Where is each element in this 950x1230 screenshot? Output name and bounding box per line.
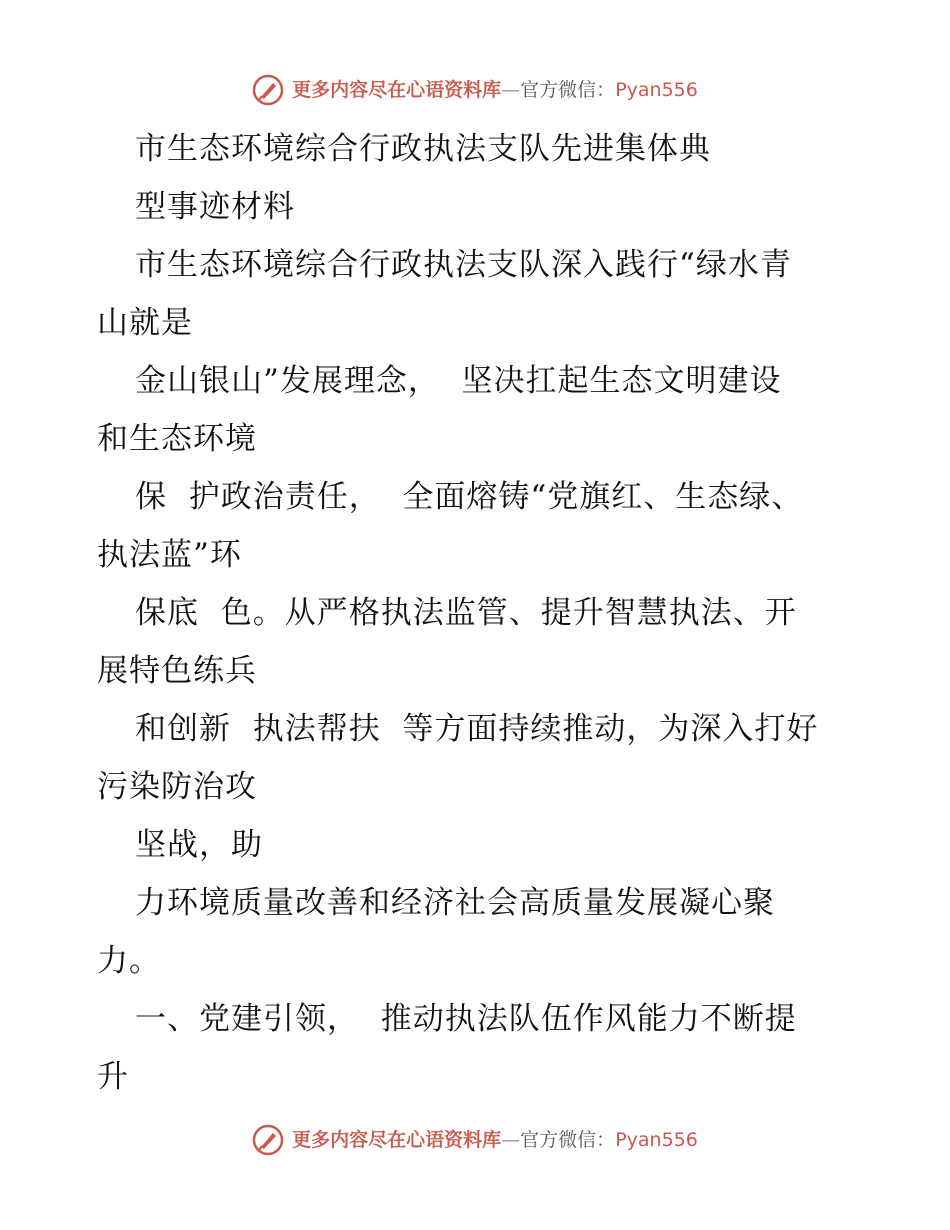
document-line: 保底 色。从严格执法监管、提升智慧执法、开 [135,595,797,631]
document-line: 力。 [97,943,161,979]
document-line: 力环境质量改善和经济社会高质量发展凝心聚 [135,885,775,921]
banner-wechat-label: 官方微信： [520,1128,616,1151]
document-body [97,120,857,1106]
quill-pen-icon [252,74,284,106]
document-line: 执法蓝”环 [97,537,242,573]
banner-site-name: 更多内容尽在心语资料库 [292,78,502,101]
document-line: 坚战，助 [135,827,263,863]
document-line: 升 [97,1059,129,1095]
banner-wechat-id: Pyan556 [615,1128,698,1151]
quill-pen-icon [252,1124,284,1156]
document-line: 和创新 执法帮扶 等方面持续推动，为深入打好 [135,711,819,747]
banner-site-name: 更多内容尽在心语资料库 [292,1128,502,1151]
document-line: 市生态环境综合行政执法支队先进集体典 [135,131,711,167]
banner-text [292,1128,698,1151]
document-line: 和生态环境 [97,421,257,457]
document-line: 山就是 [97,305,193,341]
footer-banner [0,1120,950,1160]
banner-text [292,78,698,101]
document-line: 金山银山”发展理念， 坚决扛起生态文明建设 [135,363,782,399]
banner-wechat-label: 官方微信： [520,78,616,101]
document-line: 污染防治攻 [97,769,257,805]
document-line: 市生态环境综合行政执法支队深入践行“绿水青 [135,247,792,283]
banner-wechat-id: Pyan556 [615,78,698,101]
document-line: 展特色练兵 [97,653,257,689]
document-line: 型事迹材料 [135,189,295,225]
header-banner [0,70,950,110]
document-line: 保 护政治责任， 全面熔铸“党旗红、生态绿、 [135,479,804,515]
document-line: 一、党建引领， 推动执法队伍作风能力不断提 [135,1001,797,1037]
banner-dash: — [501,78,521,101]
banner-dash: — [501,1128,521,1151]
